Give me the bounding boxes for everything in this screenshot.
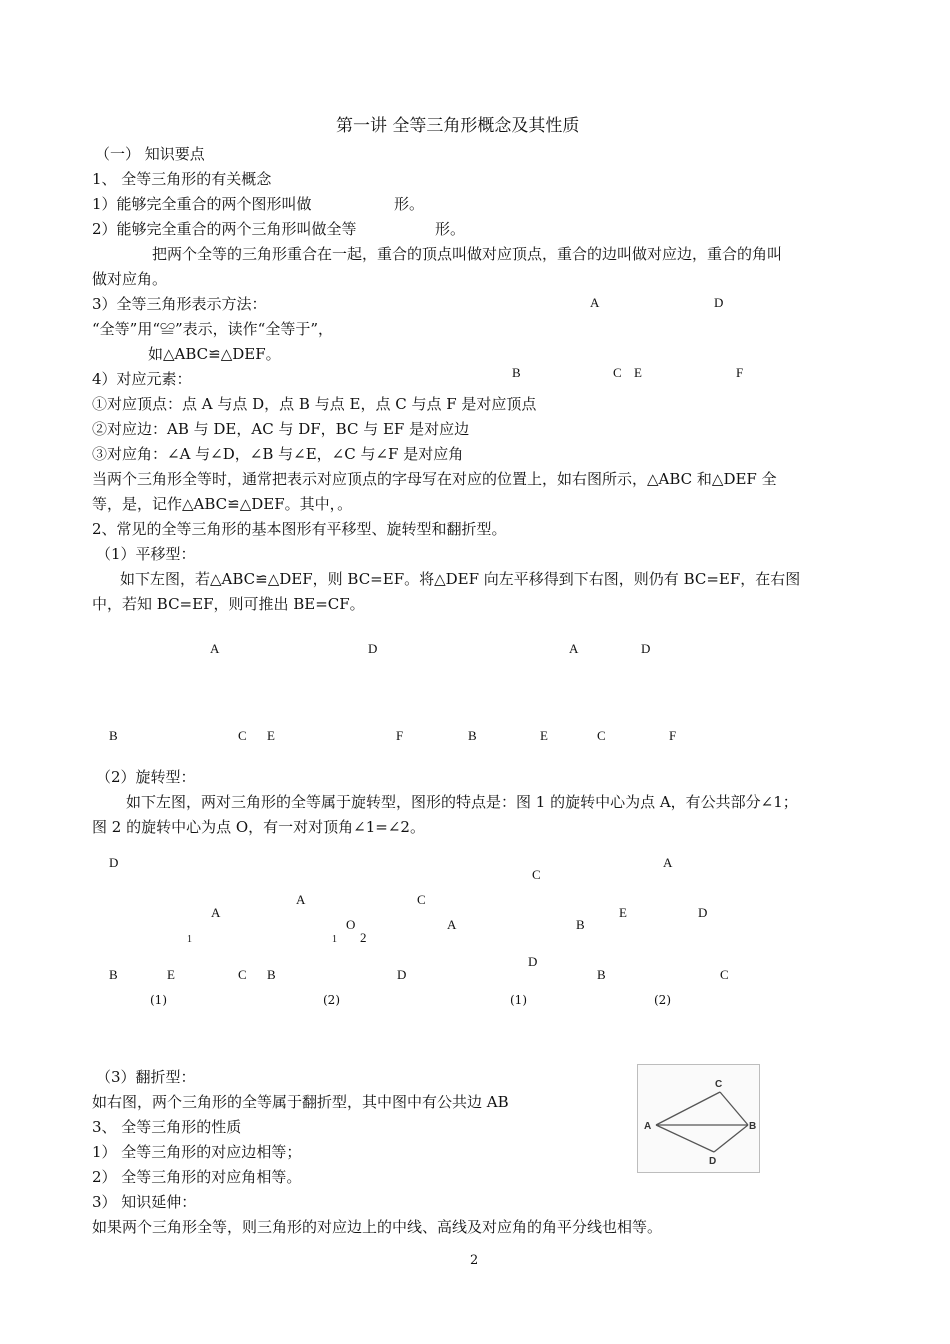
- paragraph: 1）能够完全重合的两个图形叫做: [92, 195, 312, 213]
- figure-caption: (1): [150, 993, 167, 1007]
- figure-label: C: [417, 892, 426, 907]
- vertex-label-a: A: [644, 1121, 652, 1132]
- fold-figure: [637, 1064, 760, 1173]
- figure-label: B: [512, 365, 521, 380]
- figure-label: B: [597, 967, 606, 982]
- fold-diagram: [638, 1065, 759, 1172]
- paragraph: 4）对应元素：: [92, 370, 192, 388]
- paragraph: 如下左图，若△ABC≌△DEF，则 BC=EF。将△DEF 向左平移得到下右图，则仍有 BC=EF，在右图: [120, 570, 801, 588]
- figure-label: D: [109, 855, 119, 870]
- paragraph: 等，是，记作△ABC≌△DEF。其中，。: [92, 495, 353, 513]
- paragraph: ②对应边：AB 与 DE，AC 与 DF，BC 与 EF 是对应边: [92, 420, 470, 438]
- item-heading: 3、 全等三角形的性质: [92, 1118, 242, 1136]
- vertex-label-b: B: [749, 1121, 757, 1132]
- angle-label: 1: [332, 934, 337, 945]
- figure-label: A: [447, 917, 457, 932]
- item-heading: 2、常见的全等三角形的基本图形有平移型、旋转型和翻折型。: [92, 520, 507, 538]
- paragraph: 3）全等三角形表示方法：: [92, 295, 267, 313]
- paragraph: 3） 知识延伸：: [92, 1193, 197, 1211]
- figure-label: C: [597, 728, 606, 743]
- figure-caption: (1): [510, 993, 527, 1007]
- figure-label: E: [167, 967, 175, 982]
- vertex-label-d: D: [709, 1156, 717, 1167]
- figure-label: E: [267, 728, 275, 743]
- paragraph: “全等”用“≌”表示，读作“全等于”，: [92, 320, 334, 338]
- figure-label: A: [211, 905, 221, 920]
- figure-label: C: [532, 867, 541, 882]
- figure-label: D: [714, 295, 724, 310]
- figure-label: C: [720, 967, 729, 982]
- figure-label: A: [590, 295, 600, 310]
- paragraph: 如下左图，两对三角形的全等属于旋转型，图形的特点是：图 1 的旋转中心为点 A，有公共部分∠1；: [126, 793, 798, 811]
- page-number: 2: [470, 1253, 479, 1268]
- figure-label: D: [641, 641, 651, 656]
- paragraph: 2） 全等三角形的对应角相等。: [92, 1168, 302, 1186]
- subheading: （1）平移型：: [96, 545, 196, 563]
- paragraph: 中，若知 BC=EF，则可推出 BE=CF。: [92, 595, 365, 613]
- figure-label: B: [468, 728, 477, 743]
- paragraph: 形。: [435, 220, 466, 238]
- figure-label: D: [397, 967, 407, 982]
- figure-label: B: [267, 967, 276, 982]
- paragraph: 如右图，两个三角形的全等属于翻折型，其中图中有公共边 AB: [92, 1093, 509, 1111]
- paragraph: 形。: [394, 195, 425, 213]
- figure-label: A: [210, 641, 220, 656]
- figure-label: A: [663, 855, 673, 870]
- paragraph: 如△ABC≌△DEF。: [148, 345, 281, 363]
- vertex-label-c: C: [715, 1079, 723, 1090]
- page-title: 第一讲 全等三角形概念及其性质: [336, 116, 580, 136]
- paragraph: 把两个全等的三角形重合在一起，重合的顶点叫做对应顶点，重合的边叫做对应边，重合的角叫: [152, 245, 783, 263]
- figure-label: C: [238, 728, 247, 743]
- paragraph: 如果两个三角形全等，则三角形的对应边上的中线、高线及对应角的角平分线也相等。: [92, 1218, 663, 1236]
- angle-label: 1: [187, 934, 192, 945]
- figure-label: D: [368, 641, 378, 656]
- paragraph: 图 2 的旋转中心为点 O，有一对对顶角∠1=∠2。: [92, 818, 425, 836]
- figure-label: F: [736, 365, 744, 380]
- figure-label: D: [698, 905, 708, 920]
- paragraph: 做对应角。: [92, 270, 168, 288]
- figure-label: C: [613, 365, 622, 380]
- subheading: （2）旋转型：: [96, 768, 196, 786]
- figure-label: A: [296, 892, 306, 907]
- paragraph: ③对应角：∠A 与∠D，∠B 与∠E，∠C 与∠F 是对应角: [92, 445, 464, 463]
- figure-label: O: [346, 917, 356, 932]
- item-heading: 1、 全等三角形的有关概念: [92, 170, 272, 188]
- segment-ad: [656, 1125, 714, 1152]
- figure-label: E: [619, 905, 627, 920]
- figure-caption: (2): [654, 993, 671, 1007]
- paragraph: ①对应顶点：点 A 与点 D，点 B 与点 E，点 C 与点 F 是对应顶点: [92, 395, 537, 413]
- figure-label: F: [396, 728, 404, 743]
- paragraph: 1） 全等三角形的对应边相等；: [92, 1143, 302, 1161]
- segment-db: [714, 1125, 748, 1152]
- figure-label: E: [540, 728, 548, 743]
- figure-label: C: [238, 967, 247, 982]
- segment-cb: [720, 1092, 748, 1125]
- figure-caption: (2): [323, 993, 340, 1007]
- figure-label: B: [109, 728, 118, 743]
- figure-label: A: [569, 641, 579, 656]
- figure-label: E: [634, 365, 642, 380]
- figure-label: F: [669, 728, 677, 743]
- subheading: （3）翻折型：: [96, 1068, 196, 1086]
- section-heading: （一） 知识要点: [95, 145, 205, 163]
- angle-label: 2: [360, 930, 367, 945]
- paragraph: 当两个三角形全等时，通常把表示对应顶点的字母写在对应的位置上，如右图所示，△ABC 和△DEF 全: [92, 470, 777, 488]
- figure-label: D: [528, 954, 538, 969]
- figure-label: B: [576, 917, 585, 932]
- paragraph: 2）能够完全重合的两个三角形叫做全等: [92, 220, 357, 238]
- figure-label: B: [109, 967, 118, 982]
- segment-ac: [656, 1092, 720, 1125]
